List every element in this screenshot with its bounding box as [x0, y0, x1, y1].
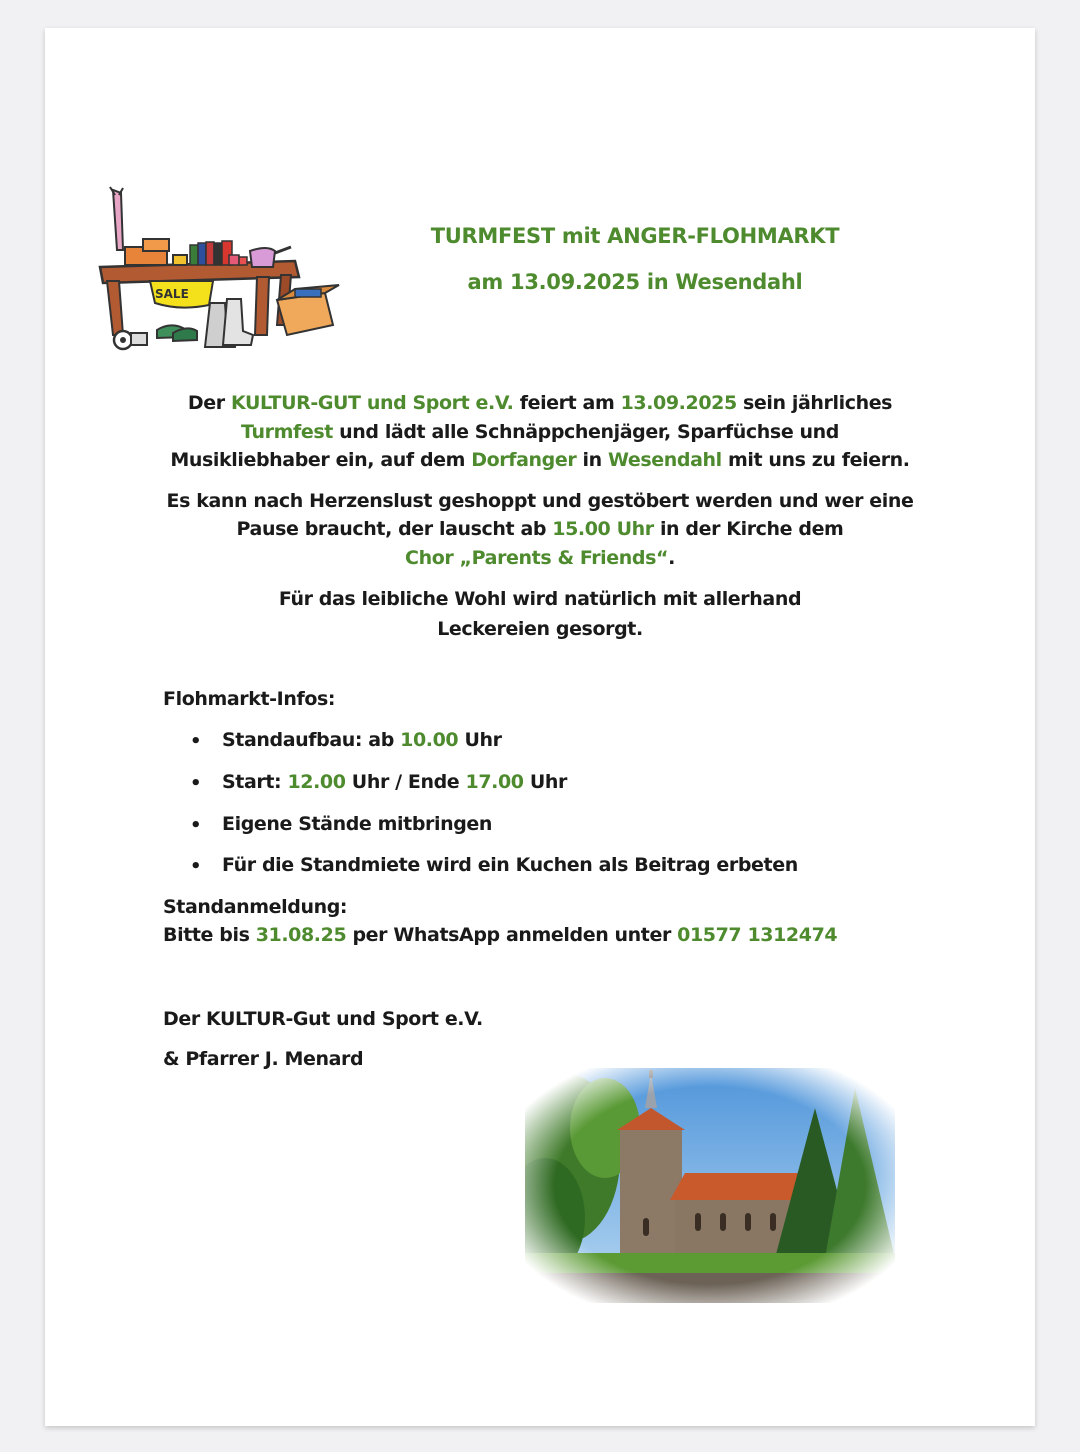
info-item-times: Start: 12.00 Uhr / Ende 17.00 Uhr: [222, 771, 567, 793]
info-heading: Flohmarkt-Infos:: [163, 688, 336, 710]
intro-line-2: Turmfest und lädt alle Schnäppchenjäger, Sparfüchse und: [241, 421, 839, 443]
registration-text: Bitte bis 31.08.25 per WhatsApp anmelden unter 01577 1312474: [163, 924, 838, 946]
registration-heading: Standanmeldung:: [163, 896, 348, 918]
music-line-1: Es kann nach Herzenslust geshoppt und gestöbert werden und wer eine: [166, 490, 914, 512]
intro-line-1: Der KULTUR-GUT und Sport e.V. feiert am 13.09.2025 sein jährliches: [187, 392, 893, 414]
music-line-2: Pause braucht, der lauscht ab 15.00 Uhr in der Kirche dem: [236, 518, 844, 540]
intro-line-3: Musikliebhaber ein, auf dem Dorfanger in Wesendahl mit uns zu feiern.: [170, 449, 910, 471]
info-item-stands: Eigene Stände mitbringen: [222, 813, 493, 835]
bullet-dot: •: [190, 856, 202, 877]
bullet-dot: •: [190, 773, 202, 794]
event-date-location: am 13.09.2025 in Wesendahl: [467, 270, 803, 294]
info-item-setup: Standaufbau: ab 10.00 Uhr: [222, 729, 502, 751]
flea-market-illustration: [95, 185, 340, 360]
event-title: TURMFEST mit ANGER-FLOHMARKT: [430, 224, 840, 248]
music-line-3: Chor „Parents & Friends“.: [405, 547, 675, 569]
food-line-1: Für das leibliche Wohl wird natürlich mit allerhand: [278, 588, 802, 610]
food-line-2: Leckereien gesorgt.: [437, 618, 643, 640]
info-item-fee: Für die Standmiete wird ein Kuchen als Beitrag erbeten: [222, 854, 798, 876]
bullet-dot: •: [190, 815, 202, 836]
signature-club: Der KULTUR-Gut und Sport e.V.: [163, 1008, 483, 1030]
signature-pastor: & Pfarrer J. Menard: [163, 1048, 364, 1070]
church-photo: [525, 1068, 895, 1303]
bullet-dot: •: [190, 731, 202, 752]
sale-sign-text: SALE: [155, 287, 189, 301]
